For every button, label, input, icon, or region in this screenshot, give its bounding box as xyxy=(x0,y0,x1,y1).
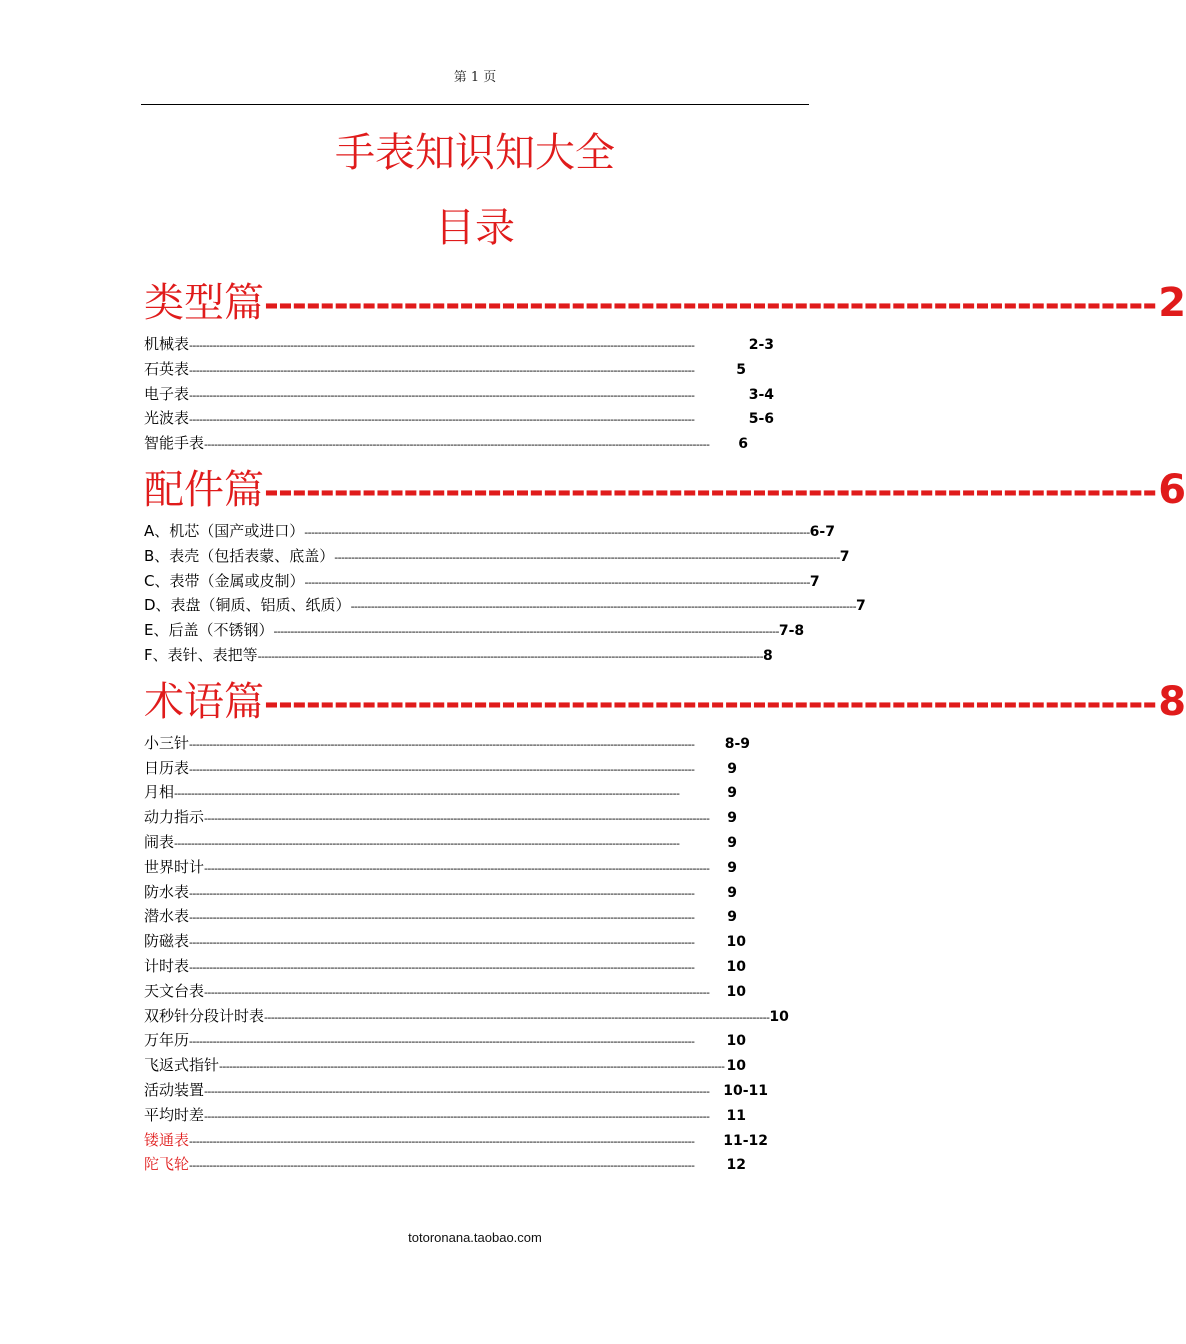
toc-entry-label: C、表带（金属或皮制） xyxy=(144,571,305,590)
toc-entry-label: 机械表 xyxy=(144,335,190,353)
toc-entry-leader: ------------------------------------------------------------------------------------------------------------------------------------------------------ xyxy=(219,1060,725,1074)
toc-entry-leader: ------------------------------------------------------------------------------------------------------------------------------------------------------ xyxy=(189,886,695,900)
toc-entry[interactable] xyxy=(144,519,835,544)
toc-section-terms xyxy=(144,674,1186,1177)
toc-entry-label: 活动装置 xyxy=(144,1080,205,1099)
toc-entry-label: 平均时差 xyxy=(144,1105,205,1124)
section-heading-leader: ---------------------------------------------------------------- xyxy=(264,682,1157,724)
toc-entry-leader: ------------------------------------------------------------------------------------------------------------------------------------------------------ xyxy=(204,438,710,452)
toc-entry[interactable] xyxy=(144,1053,746,1078)
toc-entry-leader: ------------------------------------------------------------------------------------------------------------------------------------------------------ xyxy=(189,1035,695,1049)
section-heading-page: 2 xyxy=(1158,280,1186,326)
toc-entry-leader: ------------------------------------------------------------------------------------------------------------------------------------------------------ xyxy=(304,575,810,589)
toc-entry-leader: ------------------------------------------------------------------------------------------------------------------------------------------------------ xyxy=(204,861,710,875)
toc-entry-leader: ------------------------------------------------------------------------------------------------------------------------------------------------------ xyxy=(189,363,695,377)
toc-entry-page: 10 xyxy=(726,1058,746,1075)
toc-entry-page: 9 xyxy=(727,810,737,827)
toc-entry-page: 5 xyxy=(736,361,746,378)
toc-entry[interactable] xyxy=(144,431,748,456)
toc-entry[interactable] xyxy=(144,643,773,668)
toc-entry-leader: ------------------------------------------------------------------------------------------------------------------------------------------------------ xyxy=(204,985,710,999)
toc-entry-leader: ------------------------------------------------------------------------------------------------------------------------------------------------------ xyxy=(204,1109,710,1123)
toc-entry-leader: ------------------------------------------------------------------------------------------------------------------------------------------------------ xyxy=(189,737,695,751)
toc-entry-page: 10-11 xyxy=(723,1082,768,1099)
toc-entry-page: 9 xyxy=(727,760,737,777)
toc-entry-label: 防水表 xyxy=(144,882,190,901)
toc-entry-leader: ------------------------------------------------------------------------------------------------------------------------------------------------------ xyxy=(189,762,695,776)
toc-entry[interactable] xyxy=(144,855,737,880)
section-heading-leader: ---------------------------------------------------------------- xyxy=(264,284,1157,325)
toc-entry-leader: ------------------------------------------------------------------------------------------------------------------------------------------------------ xyxy=(174,836,680,850)
toc-entry-page: 10 xyxy=(769,1008,789,1025)
toc-entry[interactable] xyxy=(144,1028,746,1053)
toc-entry[interactable] xyxy=(144,954,746,979)
page-number-header: 第 1 页 xyxy=(453,70,497,85)
toc-entry-label: 防磁表 xyxy=(144,932,190,951)
toc-entry-page: 7 xyxy=(809,573,820,590)
toc-entry-label: 镂通表 xyxy=(144,1130,190,1149)
toc-entry[interactable] xyxy=(144,382,774,407)
toc-entry[interactable] xyxy=(144,593,866,618)
toc-entry[interactable] xyxy=(144,1103,746,1128)
toc-entry-label: 世界时计 xyxy=(144,857,205,876)
toc-entry-page: 11-12 xyxy=(723,1132,768,1149)
toc-entry[interactable] xyxy=(144,406,774,431)
toc-entry-label: 智能手表 xyxy=(144,434,205,453)
toc-entry-page: 5-6 xyxy=(748,411,774,428)
toc-entry-page: 10 xyxy=(726,958,746,975)
toc-entry-page: 9 xyxy=(727,909,737,926)
toc-entry-leader: ------------------------------------------------------------------------------------------------------------------------------------------------------ xyxy=(264,1010,770,1024)
toc-entry-highlighted[interactable] xyxy=(144,1152,746,1177)
toc-entry-label: F、表针、表把等 xyxy=(144,645,258,664)
section-heading-page: 8 xyxy=(1158,678,1186,725)
table-of-contents xyxy=(144,275,1186,1183)
section-heading-label: 术语篇 xyxy=(144,678,264,725)
toc-entry-label: 电子表 xyxy=(144,384,190,403)
toc-entry-page: 8-9 xyxy=(724,735,750,752)
toc-entry-label: 万年历 xyxy=(144,1031,190,1050)
toc-entry-leader: ------------------------------------------------------------------------------------------------------------------------------------------------------ xyxy=(273,625,779,639)
toc-entry-highlighted[interactable] xyxy=(144,1128,768,1153)
toc-section-types xyxy=(144,275,1186,456)
toc-entry-leader: ------------------------------------------------------------------------------------------------------------------------------------------------------ xyxy=(189,936,695,950)
toc-entry-page: 9 xyxy=(727,859,737,876)
header-rule xyxy=(141,104,809,105)
toc-entry-leader: ------------------------------------------------------------------------------------------------------------------------------------------------------ xyxy=(189,1159,695,1173)
toc-entry-label: E、后盖（不锈钢） xyxy=(144,621,274,640)
section-heading[interactable] xyxy=(144,462,1186,519)
toc-entry-page: 7 xyxy=(839,548,850,565)
toc-entry-page: 10 xyxy=(726,934,746,951)
toc-entry-leader: ------------------------------------------------------------------------------------------------------------------------------------------------------ xyxy=(189,1134,695,1148)
toc-entry-leader: ------------------------------------------------------------------------------------------------------------------------------------------------------ xyxy=(174,787,680,801)
toc-entry-label: 闹表 xyxy=(144,832,175,851)
toc-entry[interactable] xyxy=(144,880,737,905)
toc-entry[interactable] xyxy=(144,569,820,594)
toc-entry-label: 飞返式指针 xyxy=(144,1056,220,1075)
toc-entry-leader: ------------------------------------------------------------------------------------------------------------------------------------------------------ xyxy=(204,812,710,826)
toc-entry-page: 9 xyxy=(727,785,737,802)
toc-entry-leader: ------------------------------------------------------------------------------------------------------------------------------------------------------ xyxy=(189,413,695,427)
toc-entry-leader: ------------------------------------------------------------------------------------------------------------------------------------------------------ xyxy=(189,960,695,974)
toc-entry-label: 双秒针分段计时表 xyxy=(144,1006,265,1025)
toc-entry-leader: ------------------------------------------------------------------------------------------------------------------------------------------------------ xyxy=(257,649,764,663)
section-heading-label: 配件篇 xyxy=(144,466,264,513)
toc-entry[interactable] xyxy=(144,544,850,569)
toc-entry-page: 7 xyxy=(855,598,866,615)
toc-entry-page: 7-8 xyxy=(778,623,805,640)
term-entries xyxy=(144,731,789,1177)
toc-entry-label: 日历表 xyxy=(144,758,190,777)
toc-entry-label: 石英表 xyxy=(144,359,190,378)
toc-entry-label: A、机芯（国产或进口） xyxy=(144,521,305,540)
toc-entry[interactable] xyxy=(144,904,737,929)
toc-entry-label: 月相 xyxy=(144,783,175,802)
toc-entry-label: 计时表 xyxy=(144,956,190,975)
toc-entry-label: 动力指示 xyxy=(144,808,205,827)
toc-entry-page: 12 xyxy=(726,1157,746,1174)
toc-entry-page: 10 xyxy=(726,983,746,1000)
toc-entry[interactable] xyxy=(144,979,746,1004)
toc-entry-leader: ------------------------------------------------------------------------------------------------------------------------------------------------------ xyxy=(189,339,695,352)
toc-entry-page: 10 xyxy=(726,1033,746,1050)
page-footer: totoronana.taobao.com xyxy=(408,1230,542,1245)
toc-entry-leader: ------------------------------------------------------------------------------------------------------------------------------------------------------ xyxy=(204,1084,710,1098)
toc-entry[interactable] xyxy=(144,618,805,643)
toc-entry[interactable] xyxy=(144,332,774,357)
toc-entry-page: 6-7 xyxy=(809,523,835,540)
section-heading-leader: ---------------------------------------------------------------- xyxy=(264,470,1157,512)
toc-entry-leader: ------------------------------------------------------------------------------------------------------------------------------------------------------ xyxy=(189,911,695,925)
toc-entry-page: 11 xyxy=(726,1107,746,1124)
toc-entry[interactable] xyxy=(144,929,746,954)
toc-entry[interactable] xyxy=(144,830,737,855)
toc-entry-page: 9 xyxy=(727,884,737,901)
toc-entry-leader: ------------------------------------------------------------------------------------------------------------------------------------------------------ xyxy=(304,525,810,539)
toc-entry[interactable] xyxy=(144,805,737,830)
toc-entry-leader: ------------------------------------------------------------------------------------------------------------------------------------------------------ xyxy=(189,388,695,402)
toc-entry-page: 3-4 xyxy=(748,386,774,403)
section-heading-label: 类型篇 xyxy=(144,280,264,326)
section-heading-page: 6 xyxy=(1158,466,1186,513)
toc-entry[interactable] xyxy=(144,1004,789,1029)
toc-entry[interactable] xyxy=(144,357,746,382)
toc-entry-page: 6 xyxy=(738,436,748,453)
toc-entry-label: 天文台表 xyxy=(144,981,205,1000)
toc-entry-leader: ------------------------------------------------------------------------------------------------------------------------------------------------------ xyxy=(334,550,840,564)
toc-entry-leader: ------------------------------------------------------------------------------------------------------------------------------------------------------ xyxy=(350,600,856,614)
toc-entry-label: 光波表 xyxy=(144,409,190,428)
section-heading[interactable] xyxy=(144,674,1186,731)
section-heading[interactable] xyxy=(144,275,1186,332)
document-title: 手表知识知大全 xyxy=(335,130,615,176)
toc-entry-label: B、表壳（包括表蒙、底盖） xyxy=(144,546,335,565)
toc-entry-label: 小三针 xyxy=(144,733,190,752)
toc-entry[interactable] xyxy=(144,731,750,756)
toc-entry-label: 潜水表 xyxy=(144,907,190,926)
toc-entry-page: 8 xyxy=(763,647,773,664)
toc-title: 目录 xyxy=(435,205,515,251)
toc-entry-label: D、表盘（铜质、铝质、纸质） xyxy=(144,596,351,615)
toc-entry[interactable] xyxy=(144,756,737,781)
toc-section-parts xyxy=(144,462,1186,668)
toc-entry[interactable] xyxy=(144,1078,768,1103)
toc-entry-page: 9 xyxy=(727,834,737,851)
toc-entry[interactable] xyxy=(144,780,737,805)
toc-entry-label: 陀飞轮 xyxy=(144,1155,190,1174)
toc-entry-page: 2-3 xyxy=(748,337,774,353)
